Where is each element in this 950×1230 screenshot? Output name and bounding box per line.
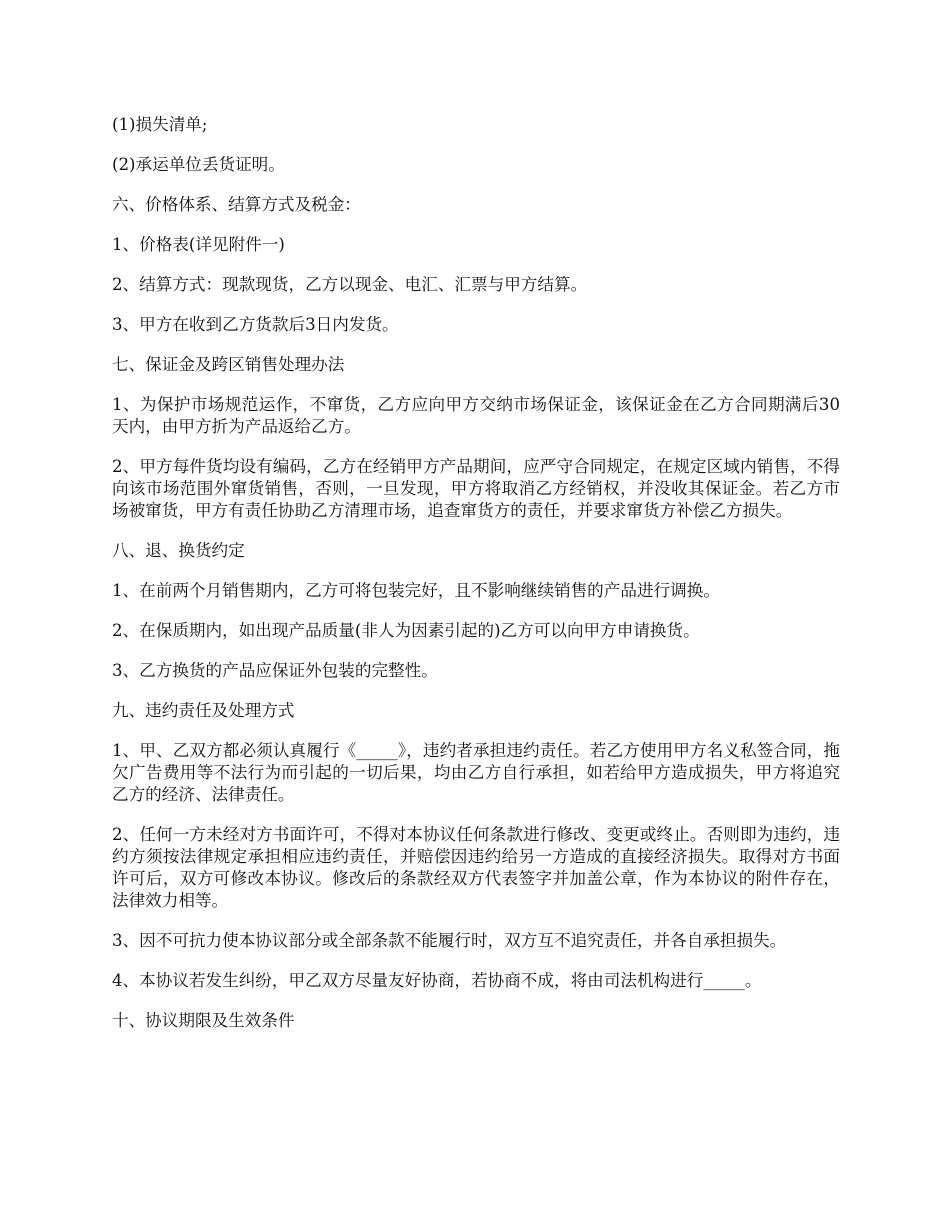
clause-deposit: 1、为保护市场规范运作，不窜货，乙方应向甲方交纳市场保证金，该保证金在乙方合同期满后30天内，由甲方折为产品返给乙方。 — [112, 395, 840, 436]
clause-liability-4: 4、本协议若发生纠纷，甲乙双方尽量友好协商，若协商不成，将由司法机构进行_____。 — [112, 971, 762, 990]
clause-liability-3: 3、因不可抗力使本协议部分或全部条款不能履行时，双方互不追究责任，并各自承担损失。 — [112, 931, 787, 950]
list-item-carrier-proof: (2)承运单位丢货证明。 — [112, 155, 285, 174]
document-body — [112, 114, 840, 1050]
section-heading-liability: 九、违约责任及处理方式 — [112, 701, 295, 720]
clause-settlement: 2、结算方式：现款现货，乙方以现金、电汇、汇票与甲方结算。 — [112, 275, 588, 294]
clause-cross-region: 2、甲方每件货均设有编码，乙方在经销甲方产品期间，应严守合同规定，在规定区域内销售，不得向该市场范围外窜货销售，否则，一旦发现，甲方将取消乙方经销权，并没收其保证金。若乙方市场被窜货，甲方有责任协助乙方清理市场，追查窜货方的责任，并要求窜货方补偿乙方损失。 — [112, 457, 840, 520]
clause-price-table: 1、价格表(详见附件一) — [112, 235, 285, 254]
section-heading-price: 六、价格体系、结算方式及税金： — [112, 195, 361, 214]
section-heading-returns: 八、退、换货约定 — [112, 541, 245, 560]
clause-liability-2: 2、任何一方未经对方书面许可，不得对本协议任何条款进行修改、变更或终止。否则即为违约，违约方须按法律规定承担相应违约责任，并赔偿因违约给另一方造成的直接经济损失。取得对方书面许可后，双方可修改本协议。修改后的条款经双方代表签字并加盖公章，作为本协议的附件存在，法律效力相等。 — [112, 825, 840, 910]
clause-liability-1: 1、甲、乙双方都必须认真履行《_____》，违约者承担违约责任。若乙方使用甲方名义私签合同，拖欠广告费用等不法行为而引起的一切后果，均由乙方自行承担，如若给甲方造成损失，甲方将追究乙方的经济、法律责任。 — [112, 741, 840, 804]
clause-exchange-period: 1、在前两个月销售期内，乙方可将包装完好，且不影响继续销售的产品进行调换。 — [112, 581, 720, 600]
list-item-loss-list: (1)损失清单; — [112, 115, 208, 134]
clause-delivery: 3、甲方在收到乙方货款后3日内发货。 — [112, 315, 399, 334]
clause-packaging: 3、乙方换货的产品应保证外包装的完整性。 — [112, 661, 438, 680]
clause-quality-exchange: 2、在保质期内，如出现产品质量(非人为因素引起的)乙方可以向甲方申请换货。 — [112, 621, 700, 640]
section-heading-term: 十、协议期限及生效条件 — [112, 1011, 295, 1030]
section-heading-deposit: 七、保证金及跨区销售处理办法 — [112, 355, 345, 374]
